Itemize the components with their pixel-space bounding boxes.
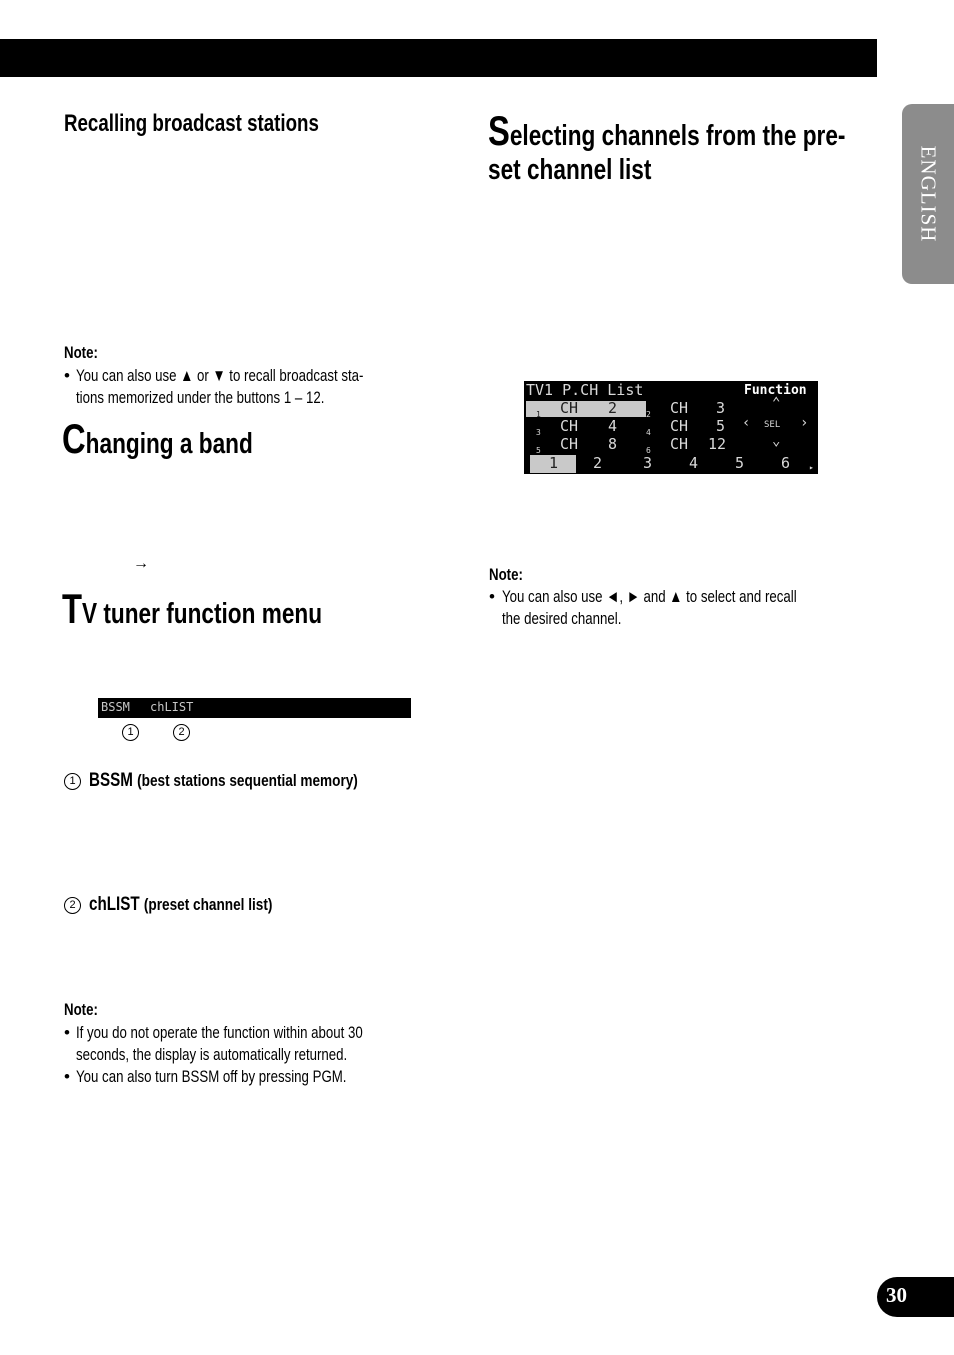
lcd-row2-ch2: CH: [670, 417, 689, 435]
band-arrow-icon: →: [133, 555, 149, 572]
lcd-function-label: Function: [744, 383, 807, 398]
lcd-left-icon: ‹: [742, 415, 751, 431]
lcd-right-icon: ›: [800, 415, 809, 431]
item-chlist-marker: 2: [64, 897, 81, 914]
preset-channel-list-display: [524, 381, 818, 474]
lcd-band-1: 1: [549, 454, 559, 472]
lcd-row3-val1: 8: [608, 435, 618, 453]
note1-label: Note:: [64, 343, 98, 362]
lcd-row1-num2: 2: [646, 410, 651, 419]
lcd-sel-label: SEL: [764, 420, 781, 430]
note3-label: Note:: [489, 565, 523, 584]
recalling-title: Recalling broadcast stations: [64, 110, 319, 137]
lcd-band-6: 6: [781, 454, 791, 472]
page-number-badge: [877, 1277, 954, 1317]
lcd-row3-num1: 5: [536, 446, 541, 455]
lcd-up-icon: ⌃: [772, 395, 781, 411]
display-label-chlist: chLIST: [150, 700, 194, 714]
header-bar: [0, 39, 877, 77]
lcd-row2-val1: 4: [608, 417, 618, 435]
lcd-down-icon: ⌄: [772, 433, 781, 449]
lcd-row3-ch2: CH: [670, 435, 689, 453]
lcd-more-icon: ▸: [809, 463, 814, 472]
lcd-band-3: 3: [643, 454, 653, 472]
lcd-selected-row-highlight: [526, 401, 646, 417]
note2-label: Note:: [64, 1000, 98, 1019]
note1-text: • You can also use ▲ or ▼ to recall broadcast sta- tions memorized under the buttons 1 – 12.: [64, 366, 364, 407]
item-bssm-label: BSSM: [89, 770, 133, 791]
note2-text: • If you do not operate the function within about 30 seconds, the display is automatically returned. • You can also turn BSSM off by pressing PGM.: [64, 1023, 363, 1086]
lcd-row2-num1: 3: [536, 428, 541, 437]
item-chlist-desc: (preset channel list): [143, 895, 273, 914]
lcd-row2-num2: 4: [646, 428, 651, 437]
item-bssm: [64, 770, 425, 792]
lcd-band-5: 5: [735, 454, 745, 472]
display-marker-2: 2: [173, 724, 198, 742]
lcd-row3-ch1: CH: [560, 435, 579, 453]
changing-band-heading: Changing a band: [62, 415, 253, 462]
lcd-row1-ch1: CH: [560, 399, 579, 417]
page-number: 30: [886, 1283, 907, 1307]
function-menu-display: [98, 698, 411, 718]
lcd-row1-val1: 2: [608, 399, 618, 417]
display-label-bssm: BSSM: [101, 700, 130, 714]
selecting-channels-heading: Selecting channels from the pre- set channel list: [488, 107, 846, 186]
item-bssm-desc: (best stations sequential memory): [137, 771, 358, 790]
item-chlist-label: chLIST: [89, 894, 140, 915]
language-tab-label: ENGLISH: [916, 145, 941, 243]
lcd-row1-val2: 3: [716, 399, 726, 417]
note3-text: • You can also use ◄, ► and ▲ to select and recall the desired channel.: [489, 587, 797, 628]
tv-tuner-function-heading: TV tuner function menu: [62, 585, 323, 632]
lcd-row2-val2: 5: [716, 417, 726, 435]
lcd-row2-ch1: CH: [560, 417, 579, 435]
lcd-row1-ch2: CH: [670, 399, 689, 417]
lcd-row3-val2: 12: [708, 435, 727, 453]
lcd-row3-num2: 6: [646, 446, 651, 455]
item-bssm-marker: 1: [64, 773, 81, 790]
lcd-row1-num1: 1: [536, 410, 541, 419]
display-marker-1: 1: [122, 724, 147, 742]
lcd-title: TV1 P.CH List: [526, 381, 644, 399]
item-chlist: [64, 894, 318, 916]
lcd-band-4: 4: [689, 454, 699, 472]
lcd-band-2: 2: [593, 454, 603, 472]
